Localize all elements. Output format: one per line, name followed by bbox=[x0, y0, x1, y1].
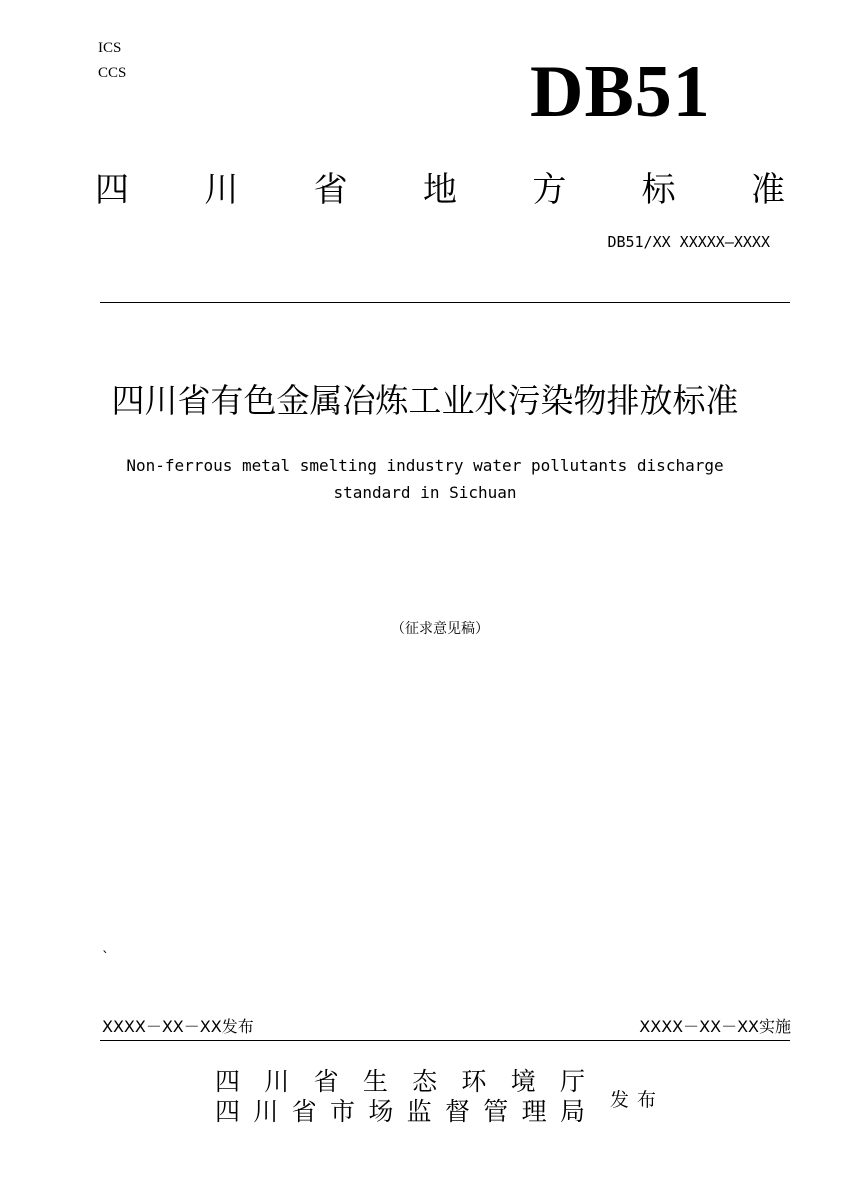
issuer-char: 场 bbox=[368, 1097, 394, 1126]
issuer-char: 厅 bbox=[559, 1067, 585, 1096]
issuer-char: 环 bbox=[461, 1067, 487, 1096]
document-title-cn: 四川省有色金属冶炼工业水污染物排放标准 bbox=[111, 381, 739, 420]
issuer-char: 监 bbox=[406, 1097, 432, 1126]
issuer-ecology-environment bbox=[215, 1065, 585, 1095]
draft-status-note: （征求意见稿） bbox=[391, 621, 489, 637]
issuer-char: 省 bbox=[313, 1067, 339, 1096]
standard-type-char: 标 bbox=[641, 169, 676, 210]
issuer-char: 局 bbox=[559, 1097, 585, 1126]
issuer-market-regulation bbox=[215, 1095, 585, 1125]
issuer-char: 川 bbox=[253, 1097, 279, 1126]
issue-date: XXXX－XX－XX发布 bbox=[102, 1017, 254, 1036]
issuer-char: 理 bbox=[521, 1097, 547, 1126]
issuer-char: 生 bbox=[362, 1067, 388, 1096]
bottom-divider bbox=[100, 1040, 790, 1041]
standard-type-char: 省 bbox=[313, 169, 348, 210]
standard-number: DB51/XX XXXXX—XXXX bbox=[607, 233, 770, 251]
issuer-char: 市 bbox=[329, 1097, 355, 1126]
standard-code-logo: DB51 bbox=[530, 51, 711, 133]
issuer-char: 督 bbox=[444, 1097, 470, 1126]
standard-type-char: 四 bbox=[95, 169, 129, 210]
standard-type-char: 地 bbox=[422, 169, 457, 210]
standard-type-char: 方 bbox=[532, 169, 567, 210]
ccs-label: CCS bbox=[98, 65, 127, 81]
standard-type-char: 准 bbox=[750, 169, 785, 210]
issuer-char: 态 bbox=[412, 1067, 438, 1096]
implementation-date: XXXX－XX－XX实施 bbox=[639, 1017, 791, 1036]
issuer-char: 四 bbox=[215, 1067, 241, 1096]
standard-type-heading bbox=[95, 163, 785, 209]
standard-type-char: 川 bbox=[204, 169, 239, 210]
issuer-char: 管 bbox=[483, 1097, 509, 1126]
top-divider bbox=[100, 302, 790, 303]
issuer-char: 四 bbox=[215, 1097, 241, 1126]
issuer-char: 省 bbox=[291, 1097, 317, 1126]
stray-mark: ` bbox=[102, 950, 109, 966]
issuer-char: 境 bbox=[510, 1067, 536, 1096]
publish-label: 发布 bbox=[610, 1089, 665, 1111]
ics-label: ICS bbox=[98, 40, 122, 56]
issuer-char: 川 bbox=[264, 1067, 290, 1096]
document-title-en: Non-ferrous metal smelting industry water pollutants discharge standard in Sichuan bbox=[126, 456, 724, 502]
